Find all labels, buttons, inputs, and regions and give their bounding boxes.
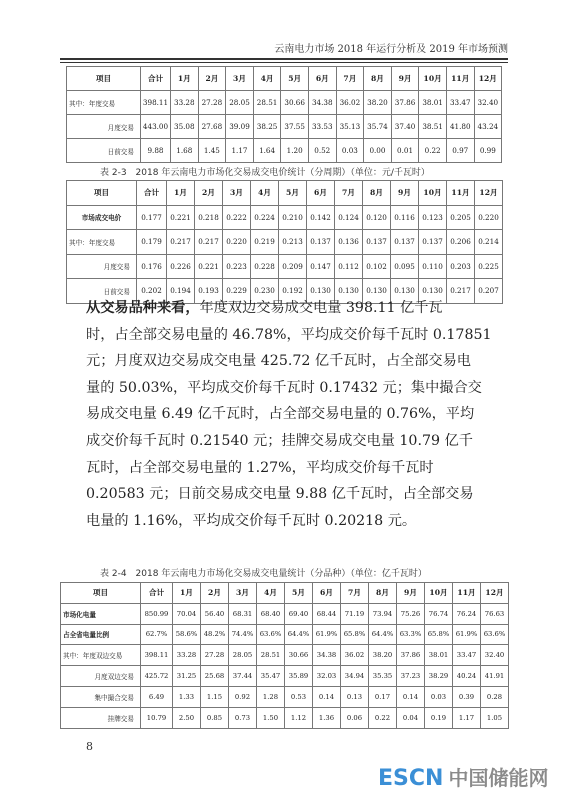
row-label: 其中：年度交易 [67, 230, 137, 255]
column-header: 7月 [341, 583, 369, 604]
month-cell: 37.44 [229, 666, 257, 687]
paragraph-text: 量的 50.03%，平均成交价每千瓦时 0.17432 元；集中撮合交 [86, 379, 482, 396]
month-cell: 74.4% [229, 624, 257, 645]
paragraph-text: 成交价每千瓦时 0.21540 元；挂牌交易成交电量 10.79 亿千 [86, 432, 473, 449]
month-cell: 0.39 [453, 686, 481, 707]
month-cell: 1.28 [257, 686, 285, 707]
month-cell: 33.28 [171, 91, 199, 115]
month-cell: 0.130 [419, 279, 447, 304]
month-cell: 68.31 [229, 603, 257, 624]
month-cell: 0.220 [223, 230, 251, 255]
column-header: 8月 [363, 181, 391, 206]
row-label: 集中撮合交易 [61, 686, 141, 707]
column-header: 2月 [198, 67, 226, 91]
table-header-row [67, 181, 503, 206]
month-cell: 0.218 [195, 205, 223, 230]
total-cell: 10.79 [141, 707, 173, 728]
month-cell: 1.17 [453, 707, 481, 728]
month-cell: 36.02 [336, 91, 364, 115]
month-cell: 0.136 [335, 230, 363, 255]
column-header: 11月 [453, 583, 481, 604]
month-cell: 75.26 [397, 603, 425, 624]
total-cell: 0.177 [137, 205, 167, 230]
table-volume-by-period-continued [66, 66, 502, 163]
table-row [61, 645, 509, 666]
column-header: 9月 [397, 583, 425, 604]
month-cell: 0.137 [419, 230, 447, 255]
month-cell: 0.116 [391, 205, 419, 230]
month-cell: 35.74 [364, 115, 392, 139]
body-paragraph [86, 295, 492, 534]
month-cell: 0.130 [335, 279, 363, 304]
row-label: 挂牌交易 [61, 707, 141, 728]
month-cell: 41.91 [481, 666, 509, 687]
month-cell: 0.04 [397, 707, 425, 728]
month-cell: 33.28 [173, 645, 201, 666]
month-cell: 37.23 [397, 666, 425, 687]
column-header: 6月 [307, 181, 335, 206]
month-cell: 0.130 [363, 279, 391, 304]
column-header: 1月 [171, 67, 199, 91]
month-cell: 0.219 [251, 230, 279, 255]
total-cell: 398.11 [141, 91, 171, 115]
row-label: 市场成交电价 [67, 205, 137, 230]
month-cell: 32.40 [474, 91, 502, 115]
column-header: 9月 [391, 181, 419, 206]
column-header: 1月 [173, 583, 201, 604]
month-cell: 0.228 [251, 254, 279, 279]
row-label: 其中：年度双边交易 [61, 645, 141, 666]
table-row [67, 115, 502, 139]
month-cell: 0.120 [363, 205, 391, 230]
month-cell: 40.24 [453, 666, 481, 687]
month-cell: 73.94 [369, 603, 397, 624]
month-cell: 0.142 [307, 205, 335, 230]
month-cell: 38.20 [364, 91, 392, 115]
month-cell: 28.51 [253, 91, 281, 115]
table-header-row [67, 67, 502, 91]
month-cell: 38.20 [369, 645, 397, 666]
month-cell: 31.25 [173, 666, 201, 687]
column-header: 11月 [446, 67, 474, 91]
month-cell: 33.47 [446, 91, 474, 115]
paragraph-text: 时，占全部交易电量的 46.78%，平均成交价每千瓦时 0.17851 [86, 326, 492, 343]
table-2-3-price-by-period [66, 180, 503, 304]
month-cell: 0.206 [447, 230, 475, 255]
column-header: 3月 [229, 583, 257, 604]
column-header: 7月 [335, 181, 363, 206]
table-row [61, 707, 509, 728]
month-cell: 0.85 [201, 707, 229, 728]
total-cell: 0.176 [137, 254, 167, 279]
month-cell: 0.123 [419, 205, 447, 230]
column-header: 1月 [167, 181, 195, 206]
month-cell: 0.22 [369, 707, 397, 728]
column-header: 7月 [336, 67, 364, 91]
column-header: 10月 [419, 181, 447, 206]
month-cell: 38.25 [253, 115, 281, 139]
month-cell: 0.214 [475, 230, 503, 255]
month-cell: 0.193 [195, 279, 223, 304]
month-cell: 1.68 [171, 139, 199, 163]
month-cell: 28.05 [226, 91, 254, 115]
running-header [60, 40, 508, 60]
month-cell: 1.64 [253, 139, 281, 163]
month-cell: 0.03 [425, 686, 453, 707]
month-cell: 34.38 [308, 91, 336, 115]
page-number: 8 [86, 740, 93, 753]
table-row [61, 603, 509, 624]
paragraph-line [86, 401, 486, 428]
column-header: 2月 [201, 583, 229, 604]
month-cell: 43.24 [474, 115, 502, 139]
total-cell: 9.88 [141, 139, 171, 163]
month-cell: 30.66 [281, 91, 309, 115]
column-header-item: 项目 [67, 181, 137, 206]
column-header: 10月 [419, 67, 447, 91]
table-2-4-volume-by-type [60, 582, 509, 729]
paragraph-text: 年度双边交易成交电量 398.11 亿千瓦 [199, 300, 443, 316]
month-cell: 34.94 [341, 666, 369, 687]
month-cell: 37.55 [281, 115, 309, 139]
month-cell: 0.130 [391, 279, 419, 304]
month-cell: 35.35 [369, 666, 397, 687]
month-cell: 0.99 [474, 139, 502, 163]
month-cell: 0.00 [364, 139, 392, 163]
month-cell: 0.110 [419, 254, 447, 279]
month-cell: 27.68 [198, 115, 226, 139]
column-header: 3月 [226, 67, 254, 91]
table-row [67, 205, 503, 230]
column-header: 5月 [285, 583, 313, 604]
month-cell: 76.24 [453, 603, 481, 624]
month-cell: 68.44 [313, 603, 341, 624]
month-cell: 35.08 [171, 115, 199, 139]
month-cell: 0.209 [279, 254, 307, 279]
column-header: 合计 [141, 583, 173, 604]
month-cell: 0.52 [308, 139, 336, 163]
row-label: 占全省电量比例 [61, 624, 141, 645]
watermark-brand-cn: 中国储能网 [448, 766, 549, 790]
table-row [61, 624, 509, 645]
month-cell: 0.210 [279, 205, 307, 230]
table-2-3-caption: 表 2-3 2018 年云南电力市场化交易成交电价统计（分周期）（单位：元/千瓦时） [100, 168, 430, 178]
month-cell: 0.226 [167, 254, 195, 279]
paragraph-text: 电量的 1.16%，平均成交价每千瓦时 0.20218 元。 [86, 512, 417, 529]
month-cell: 41.80 [446, 115, 474, 139]
month-cell: 0.225 [475, 254, 503, 279]
month-cell: 39.09 [226, 115, 254, 139]
total-cell: 443.00 [141, 115, 171, 139]
column-header: 6月 [313, 583, 341, 604]
month-cell: 0.137 [363, 230, 391, 255]
column-header-item: 项目 [67, 67, 141, 91]
month-cell: 1.45 [198, 139, 226, 163]
month-cell: 0.14 [397, 686, 425, 707]
paragraph-lead: 从交易品种来看， [86, 300, 200, 316]
month-cell: 0.53 [285, 686, 313, 707]
column-header: 3月 [223, 181, 251, 206]
month-cell: 0.01 [391, 139, 419, 163]
month-cell: 63.6% [257, 624, 285, 645]
paragraph-text: 瓦时，占全部交易电量的 1.27%，平均成交价每千瓦时 [86, 459, 434, 476]
month-cell: 0.130 [307, 279, 335, 304]
month-cell: 25.68 [201, 666, 229, 687]
column-header: 12月 [481, 583, 509, 604]
month-cell: 63.6% [481, 624, 509, 645]
table-row [61, 686, 509, 707]
month-cell: 0.213 [279, 230, 307, 255]
month-cell: 28.51 [257, 645, 285, 666]
month-cell: 1.05 [481, 707, 509, 728]
month-cell: 0.137 [391, 230, 419, 255]
month-cell: 1.33 [173, 686, 201, 707]
month-cell: 30.66 [285, 645, 313, 666]
column-header-item: 项目 [61, 583, 141, 604]
total-cell: 0.179 [137, 230, 167, 255]
month-cell: 0.22 [419, 139, 447, 163]
table-row [67, 139, 502, 163]
total-cell: 850.99 [141, 603, 173, 624]
month-cell: 32.40 [481, 645, 509, 666]
running-title: 云南电力市场 2018 年运行分析及 2019 年市场预测 [274, 44, 508, 55]
table-row [67, 254, 503, 279]
month-cell: 0.229 [223, 279, 251, 304]
month-cell: 38.51 [419, 115, 447, 139]
month-cell: 1.20 [281, 139, 309, 163]
month-cell: 0.124 [335, 205, 363, 230]
month-cell: 0.97 [446, 139, 474, 163]
month-cell: 35.13 [336, 115, 364, 139]
month-cell: 64.4% [369, 624, 397, 645]
month-cell: 0.192 [279, 279, 307, 304]
month-cell: 2.50 [173, 707, 201, 728]
table-header-row [61, 583, 509, 604]
month-cell: 0.19 [425, 707, 453, 728]
total-cell: 425.72 [141, 666, 173, 687]
table-row [67, 230, 503, 255]
paragraph-line [86, 375, 486, 402]
month-cell: 0.17 [369, 686, 397, 707]
column-header: 11月 [447, 181, 475, 206]
table-2-4-caption: 表 2-4 2018 年云南电力市场化交易成交电量统计（分品种）（单位：亿千瓦时） [100, 569, 427, 579]
month-cell: 76.74 [425, 603, 453, 624]
month-cell: 35.89 [285, 666, 313, 687]
column-header: 9月 [391, 67, 419, 91]
month-cell: 61.9% [313, 624, 341, 645]
column-header: 8月 [364, 67, 392, 91]
month-cell: 1.12 [285, 707, 313, 728]
month-cell: 76.63 [481, 603, 509, 624]
column-header: 8月 [369, 583, 397, 604]
month-cell: 0.137 [307, 230, 335, 255]
month-cell: 0.221 [195, 254, 223, 279]
month-cell: 38.01 [425, 645, 453, 666]
month-cell: 0.224 [251, 205, 279, 230]
month-cell: 0.147 [307, 254, 335, 279]
month-cell: 0.92 [229, 686, 257, 707]
month-cell: 0.217 [447, 279, 475, 304]
column-header: 10月 [425, 583, 453, 604]
month-cell: 0.095 [391, 254, 419, 279]
month-cell: 65.8% [425, 624, 453, 645]
paragraph-line [86, 481, 486, 508]
month-cell: 33.53 [308, 115, 336, 139]
total-cell: 6.49 [141, 686, 173, 707]
month-cell: 1.17 [226, 139, 254, 163]
table-row [67, 91, 502, 115]
month-cell: 27.28 [198, 91, 226, 115]
month-cell: 0.217 [167, 230, 195, 255]
paragraph-line [86, 428, 486, 455]
month-cell: 58.6% [173, 624, 201, 645]
column-header: 合计 [141, 67, 171, 91]
paragraph-line [86, 295, 486, 322]
month-cell: 0.73 [229, 707, 257, 728]
month-cell: 0.102 [363, 254, 391, 279]
paragraph-text: 0.20583 元；日前交易成交电量 9.88 亿千瓦时，占全部交易 [86, 486, 474, 503]
month-cell: 70.04 [173, 603, 201, 624]
month-cell: 1.15 [201, 686, 229, 707]
month-cell: 38.01 [419, 91, 447, 115]
column-header: 6月 [308, 67, 336, 91]
month-cell: 27.28 [201, 645, 229, 666]
watermark-brand-en: ESCN [378, 766, 444, 791]
month-cell: 34.38 [313, 645, 341, 666]
month-cell: 71.19 [341, 603, 369, 624]
month-cell: 1.36 [313, 707, 341, 728]
paragraph-text: 元；月度双边交易成交电量 425.72 亿千瓦时，占全部交易电 [86, 353, 471, 370]
column-header: 12月 [475, 181, 503, 206]
month-cell: 68.40 [257, 603, 285, 624]
month-cell: 48.2% [201, 624, 229, 645]
month-cell: 0.06 [341, 707, 369, 728]
month-cell: 0.28 [481, 686, 509, 707]
month-cell: 28.05 [229, 645, 257, 666]
paragraph-line [86, 348, 486, 375]
month-cell: 35.47 [257, 666, 285, 687]
month-cell: 0.03 [336, 139, 364, 163]
paragraph-line [86, 455, 486, 482]
month-cell: 63.3% [397, 624, 425, 645]
month-cell: 36.02 [341, 645, 369, 666]
row-label: 月度交易 [67, 254, 137, 279]
column-header: 5月 [281, 67, 309, 91]
month-cell: 0.221 [167, 205, 195, 230]
table-row [61, 666, 509, 687]
watermark-logo [378, 762, 549, 791]
month-cell: 0.222 [223, 205, 251, 230]
month-cell: 56.40 [201, 603, 229, 624]
paragraph-line [86, 322, 492, 349]
month-cell: 64.4% [285, 624, 313, 645]
column-header: 4月 [251, 181, 279, 206]
paragraph-line [86, 508, 486, 535]
row-label: 日前交易 [67, 279, 137, 304]
month-cell: 32.03 [313, 666, 341, 687]
month-cell: 37.86 [397, 645, 425, 666]
month-cell: 0.220 [475, 205, 503, 230]
row-label: 市场化电量 [61, 603, 141, 624]
month-cell: 0.217 [195, 230, 223, 255]
month-cell: 0.207 [475, 279, 503, 304]
total-cell: 398.11 [141, 645, 173, 666]
total-cell: 0.202 [137, 279, 167, 304]
month-cell: 0.230 [251, 279, 279, 304]
row-label: 月度双边交易 [61, 666, 141, 687]
month-cell: 65.8% [341, 624, 369, 645]
month-cell: 1.50 [257, 707, 285, 728]
month-cell: 37.40 [391, 115, 419, 139]
month-cell: 61.9% [453, 624, 481, 645]
column-header: 4月 [253, 67, 281, 91]
month-cell: 0.194 [167, 279, 195, 304]
month-cell: 0.112 [335, 254, 363, 279]
month-cell: 0.223 [223, 254, 251, 279]
month-cell: 0.205 [447, 205, 475, 230]
month-cell: 37.86 [391, 91, 419, 115]
column-header: 合计 [137, 181, 167, 206]
column-header: 12月 [474, 67, 502, 91]
month-cell: 38.29 [425, 666, 453, 687]
column-header: 5月 [279, 181, 307, 206]
row-label: 月度交易 [67, 115, 141, 139]
row-label: 日前交易 [67, 139, 141, 163]
month-cell: 69.40 [285, 603, 313, 624]
row-label: 其中：年度交易 [67, 91, 141, 115]
paragraph-text: 易成交电量 6.49 亿千瓦时，占全部交易电量的 0.76%，平均 [86, 406, 475, 423]
month-cell: 0.203 [447, 254, 475, 279]
month-cell: 0.14 [313, 686, 341, 707]
column-header: 2月 [195, 181, 223, 206]
month-cell: 0.13 [341, 686, 369, 707]
column-header: 4月 [257, 583, 285, 604]
total-cell: 62.7% [141, 624, 173, 645]
month-cell: 33.47 [453, 645, 481, 666]
